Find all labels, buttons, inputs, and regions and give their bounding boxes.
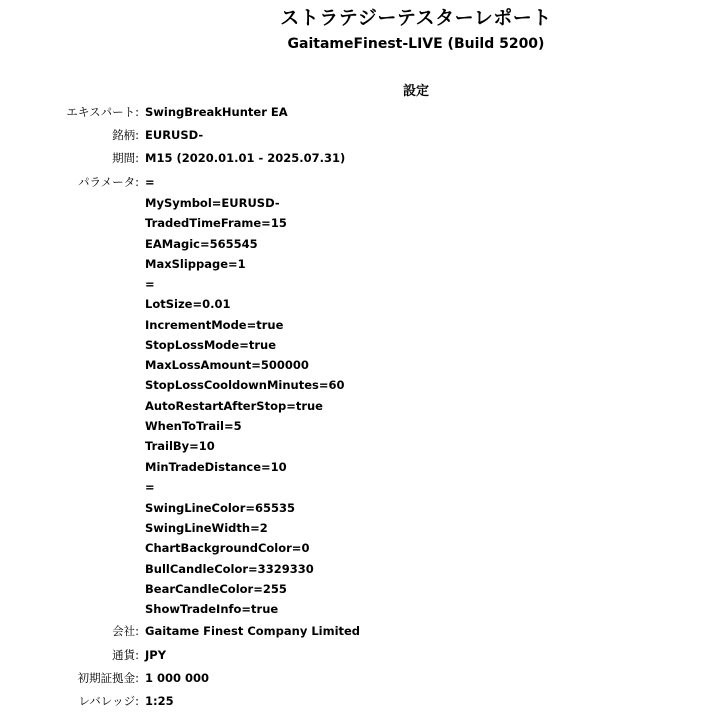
parameter-line: TradedTimeFrame=15 — [145, 216, 287, 230]
setting-label: 通貨: — [112, 648, 139, 662]
parameter-line: AutoRestartAfterStop=true — [145, 399, 323, 413]
parameter-line: BearCandleColor=255 — [145, 582, 287, 596]
setting-value: 1:25 — [145, 694, 174, 708]
parameter-line: SwingLineWidth=2 — [145, 521, 268, 535]
section-title-settings: 設定 — [402, 84, 429, 99]
parameter-line: StopLossCooldownMinutes=60 — [145, 378, 345, 392]
setting-label: レバレッジ: — [78, 694, 139, 708]
setting-label: パラメータ: — [77, 175, 139, 189]
setting-label: エキスパート: — [66, 105, 139, 119]
setting-label: 期間: — [112, 151, 139, 165]
parameter-line: EAMagic=565545 — [145, 237, 258, 251]
setting-label: 会社: — [112, 624, 139, 638]
parameter-line: WhenToTrail=5 — [145, 419, 242, 433]
setting-value: EURUSD- — [145, 128, 204, 142]
setting-value: M15 (2020.01.01 - 2025.07.31) — [145, 151, 346, 165]
report-subtitle: GaitameFinest-LIVE (Build 5200) — [287, 36, 545, 52]
parameter-line: ShowTradeInfo=true — [145, 602, 279, 616]
setting-value: SwingBreakHunter EA — [145, 105, 288, 119]
parameter-line: = — [145, 480, 155, 494]
parameter-line: ChartBackgroundColor=0 — [145, 541, 310, 555]
parameter-line: LotSize=0.01 — [145, 297, 231, 311]
parameter-line: MySymbol=EURUSD- — [145, 196, 280, 210]
parameter-line: MaxLossAmount=500000 — [145, 358, 309, 372]
setting-label: 初期証拠金: — [77, 671, 139, 685]
parameter-line: MaxSlippage=1 — [145, 257, 246, 271]
setting-value: JPY — [145, 648, 167, 662]
report-title: ストラテジーテスターレポート — [280, 7, 552, 29]
parameter-line: BullCandleColor=3329330 — [145, 562, 314, 576]
parameter-line: TrailBy=10 — [145, 439, 215, 453]
parameter-line: IncrementMode=true — [145, 318, 284, 332]
setting-value: 1 000 000 — [145, 671, 210, 685]
setting-label: 銘柄: — [112, 128, 139, 142]
parameter-line: MinTradeDistance=10 — [145, 460, 287, 474]
parameter-line: StopLossMode=true — [145, 338, 276, 352]
setting-value: Gaitame Finest Company Limited — [145, 624, 361, 638]
parameter-line: = — [145, 277, 155, 291]
parameter-line: SwingLineColor=65535 — [145, 501, 296, 515]
setting-value: = — [145, 175, 155, 189]
